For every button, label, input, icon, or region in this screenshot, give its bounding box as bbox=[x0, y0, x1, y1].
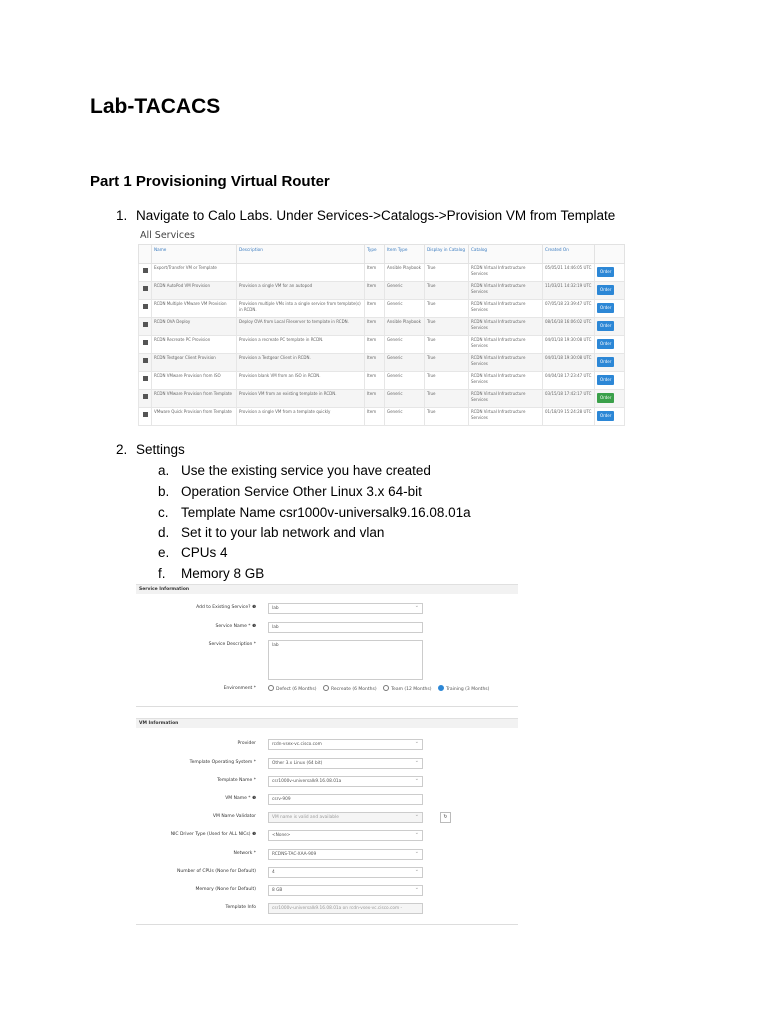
add-existing-label: Add to Existing Service? ❶ bbox=[196, 605, 256, 610]
table-cell: Provision a single VM for an autopod bbox=[237, 282, 365, 300]
table-cell: True bbox=[425, 372, 469, 390]
order-button[interactable]: Order bbox=[597, 285, 614, 295]
table-cell: Generic bbox=[385, 336, 425, 354]
table-cell: RCDN Virtual Infrastructure Services bbox=[469, 300, 543, 318]
template-info-field: csr1000v-universalk9.16.08.01a on rcdn-vsex-vc.cisco.com - bbox=[268, 903, 423, 914]
template-select[interactable]: csr1000v-universalk9.16.08.01a ⌄ bbox=[268, 776, 423, 787]
service-box-icon bbox=[143, 268, 148, 273]
radio-selected-icon bbox=[438, 685, 444, 691]
order-button[interactable]: Order bbox=[597, 393, 614, 403]
service-box-icon bbox=[143, 358, 148, 363]
table-cell: RCDN Multiple VMware VM Provision bbox=[152, 300, 237, 318]
table-cell: 05/05/21 14:46:05 UTC bbox=[543, 264, 595, 282]
services-table bbox=[138, 244, 625, 426]
setting-letter: e. bbox=[158, 545, 170, 560]
table-cell: Item bbox=[365, 390, 385, 408]
network-select[interactable]: RCDNS-TAC-XAA-909 ⌄ bbox=[268, 849, 423, 860]
service-desc-textarea[interactable]: lab bbox=[268, 640, 423, 680]
col-header[interactable]: Description bbox=[237, 245, 365, 264]
vmname-input[interactable]: csrv-909 bbox=[268, 794, 423, 805]
order-button[interactable]: Order bbox=[597, 375, 614, 385]
service-box-icon bbox=[143, 286, 148, 291]
table-header-row bbox=[139, 245, 625, 264]
service-box-icon bbox=[143, 340, 148, 345]
table-cell: RCDN Virtual Infrastructure Services bbox=[469, 264, 543, 282]
table-cell: Item bbox=[365, 336, 385, 354]
table-cell: True bbox=[425, 264, 469, 282]
table-cell: 01/18/19 15:24:28 UTC bbox=[543, 408, 595, 426]
setting-text: Template Name csr1000v-universalk9.16.08.01a bbox=[181, 505, 471, 520]
step-text: Navigate to Calo Labs. Under Services->Catalogs->Provision VM from Template bbox=[136, 208, 616, 223]
template-info-label: Template Info bbox=[225, 905, 256, 910]
template-row bbox=[136, 776, 518, 788]
table-cell: RCDN AutoPod VM Provision bbox=[152, 282, 237, 300]
table-cell: Generic bbox=[385, 390, 425, 408]
memory-row bbox=[136, 885, 518, 897]
table-cell: RCDN OVA Deploy bbox=[152, 318, 237, 336]
setting-text: Use the existing service you have created bbox=[181, 463, 431, 478]
document-title: Lab-TACACS bbox=[90, 95, 221, 118]
provider-select[interactable]: rcdn-vsex-vc.cisco.com ⌄ bbox=[268, 739, 423, 750]
table-cell: Generic bbox=[385, 282, 425, 300]
os-select[interactable]: Other 3.x Linux (64 bit) ⌄ bbox=[268, 758, 423, 769]
setting-text: Operation Service Other Linux 3.x 64-bit bbox=[181, 484, 422, 499]
table-cell: Provision multiple VMs into a single service from template(s) in RCDN. bbox=[237, 300, 365, 318]
add-existing-row bbox=[136, 603, 518, 615]
table-cell: RCDN Virtual Infrastructure Services bbox=[469, 408, 543, 426]
table-cell: Generic bbox=[385, 300, 425, 318]
table-cell: Item bbox=[365, 354, 385, 372]
radio-icon bbox=[268, 685, 274, 691]
table-cell: RCDN Recreate PC Provision bbox=[152, 336, 237, 354]
table-cell: True bbox=[425, 282, 469, 300]
table-cell: Deploy OVA from Local Fileserver to template in RCDN. bbox=[237, 318, 365, 336]
validator-label: VM Name Validator bbox=[212, 814, 256, 819]
env-option-training[interactable]: Training (3 Months) bbox=[438, 687, 489, 692]
table-cell: Generic bbox=[385, 372, 425, 390]
table-cell: VMware Quick Provision from Template bbox=[152, 408, 237, 426]
table-cell: Provision a Testgear Client in RCDN. bbox=[237, 354, 365, 372]
step-text: Settings bbox=[136, 442, 185, 457]
step-number: 1. bbox=[116, 208, 128, 223]
service-info-section: Service Information bbox=[136, 584, 518, 594]
table-cell: True bbox=[425, 300, 469, 318]
network-label: Network * bbox=[233, 851, 256, 856]
validator-field: VM name is valid and available ⌄ bbox=[268, 812, 423, 823]
table-cell: Provision a single VM from a template quickly bbox=[237, 408, 365, 426]
col-header[interactable]: Type bbox=[365, 245, 385, 264]
os-row bbox=[136, 758, 518, 770]
setting-letter: b. bbox=[158, 484, 170, 499]
provider-label: Provider bbox=[237, 741, 256, 746]
table-cell: RCDN Testgear Client Provision bbox=[152, 354, 237, 372]
setting-text: Set it to your lab network and vlan bbox=[181, 525, 385, 540]
table-cell: RCDN Virtual Infrastructure Services bbox=[469, 372, 543, 390]
order-button[interactable]: Order bbox=[597, 303, 614, 313]
service-name-input[interactable]: lab bbox=[268, 622, 423, 633]
col-header[interactable]: Catalog bbox=[469, 245, 543, 264]
table-cell: RCDN Virtual Infrastructure Services bbox=[469, 282, 543, 300]
divider bbox=[136, 924, 518, 925]
setting-letter: a. bbox=[158, 463, 170, 478]
vm-info-section: VM Information bbox=[136, 718, 518, 728]
order-button[interactable]: Order bbox=[597, 339, 614, 349]
service-box-icon bbox=[143, 376, 148, 381]
order-button[interactable]: Order bbox=[597, 267, 614, 277]
step-number: 2. bbox=[116, 442, 128, 457]
table-cell: True bbox=[425, 318, 469, 336]
table-cell: Export/Transfer VM or Template bbox=[152, 264, 237, 282]
service-box-icon bbox=[143, 394, 148, 399]
table-cell: Generic bbox=[385, 408, 425, 426]
order-button[interactable]: Order bbox=[597, 321, 614, 331]
network-row bbox=[136, 849, 518, 861]
nic-row bbox=[136, 830, 518, 842]
table-cell: Provision VM from an existing template in RCDN. bbox=[237, 390, 365, 408]
table-cell: Item bbox=[365, 318, 385, 336]
table-cell: Item bbox=[365, 264, 385, 282]
validator-row bbox=[136, 812, 518, 824]
provision-form-screenshot bbox=[136, 584, 518, 926]
col-header[interactable]: Item Type bbox=[385, 245, 425, 264]
table-row bbox=[139, 264, 625, 282]
cpus-row bbox=[136, 867, 518, 879]
table-cell: Provision blank VM from an ISO in RCDN. bbox=[237, 372, 365, 390]
table-cell: RCDN Virtual Infrastructure Services bbox=[469, 336, 543, 354]
env-option-team[interactable]: Team (12 Months) bbox=[383, 687, 431, 692]
radio-icon bbox=[323, 685, 329, 691]
table-cell: 08/16/18 16:06:02 UTC bbox=[543, 318, 595, 336]
table-cell: True bbox=[425, 390, 469, 408]
table-cell: True bbox=[425, 408, 469, 426]
table-row bbox=[139, 354, 625, 372]
memory-label: Memory (None for Default) bbox=[195, 887, 256, 892]
table-cell: Item bbox=[365, 300, 385, 318]
vmname-row bbox=[136, 794, 518, 806]
setting-letter: f. bbox=[158, 566, 166, 581]
environment-radios bbox=[268, 685, 494, 692]
table-row bbox=[139, 282, 625, 300]
table-cell: Item bbox=[365, 282, 385, 300]
setting-letter: c. bbox=[158, 505, 169, 520]
table-cell: Item bbox=[365, 408, 385, 426]
col-header[interactable]: Name bbox=[152, 245, 237, 264]
table-cell: Item bbox=[365, 372, 385, 390]
vmname-label: VM Name * ❶ bbox=[225, 796, 256, 801]
table-cell: RCDN Virtual Infrastructure Services bbox=[469, 318, 543, 336]
env-option-recreate[interactable]: Recreate (6 Months) bbox=[323, 687, 377, 692]
table-cell: True bbox=[425, 336, 469, 354]
refresh-icon[interactable]: ↻ bbox=[440, 812, 451, 823]
provider-row bbox=[136, 739, 518, 751]
services-title: All Services bbox=[140, 230, 195, 241]
service-name-row bbox=[136, 622, 518, 634]
memory-select[interactable]: 8 GB ⌄ bbox=[268, 885, 423, 896]
setting-letter: d. bbox=[158, 525, 170, 540]
table-cell bbox=[237, 264, 365, 282]
table-row bbox=[139, 390, 625, 408]
table-cell: Generic bbox=[385, 354, 425, 372]
divider bbox=[136, 706, 518, 707]
table-row bbox=[139, 300, 625, 318]
table-cell: 04/04/18 17:23:47 UTC bbox=[543, 372, 595, 390]
table-cell: RCDN VMware Provision from ISO bbox=[152, 372, 237, 390]
service-desc-label: Service Description * bbox=[208, 642, 256, 647]
service-box-icon bbox=[143, 322, 148, 327]
table-cell: 07/05/18 23:39:47 UTC bbox=[543, 300, 595, 318]
env-option-defect[interactable]: Defect (6 Months) bbox=[268, 687, 317, 692]
table-cell: 11/03/21 14:32:19 UTC bbox=[543, 282, 595, 300]
part-heading: Part 1 Provisioning Virtual Router bbox=[90, 173, 330, 190]
service-desc-row bbox=[136, 640, 518, 652]
table-cell: Provision a recreate PC template in RCDN. bbox=[237, 336, 365, 354]
template-label: Template Name * bbox=[217, 778, 256, 783]
cpus-label: Number of CPUs (None for Default) bbox=[177, 869, 256, 874]
nic-select[interactable]: <None> ⌄ bbox=[268, 830, 423, 841]
order-button[interactable]: Order bbox=[597, 411, 614, 421]
nic-label: NIC Driver Type (Used for ALL NICs) ❶ bbox=[170, 832, 256, 837]
service-name-label: Service Name * ❶ bbox=[215, 624, 256, 629]
radio-icon bbox=[383, 685, 389, 691]
col-header[interactable]: Created On bbox=[543, 245, 595, 264]
environment-row bbox=[136, 684, 518, 696]
setting-text: Memory 8 GB bbox=[181, 566, 265, 581]
table-cell: RCDN VMware Provision from Template bbox=[152, 390, 237, 408]
os-label: Template Operating System * bbox=[189, 760, 256, 765]
all-services-screenshot bbox=[138, 228, 624, 434]
setting-text: CPUs 4 bbox=[181, 545, 228, 560]
service-box-icon bbox=[143, 412, 148, 417]
table-cell: 04/01/18 19:30:08 UTC bbox=[543, 336, 595, 354]
table-row bbox=[139, 408, 625, 426]
template-info-row bbox=[136, 903, 518, 915]
table-cell: RCDN Virtual Infrastructure Services bbox=[469, 390, 543, 408]
table-cell: RCDN Virtual Infrastructure Services bbox=[469, 354, 543, 372]
add-existing-select[interactable]: lab ⌄ bbox=[268, 603, 423, 614]
table-row bbox=[139, 318, 625, 336]
table-row bbox=[139, 372, 625, 390]
col-header[interactable]: Display in Catalog bbox=[425, 245, 469, 264]
cpus-select[interactable]: 4 ⌄ bbox=[268, 867, 423, 878]
table-cell: True bbox=[425, 354, 469, 372]
environment-label: Environment * bbox=[223, 686, 256, 691]
table-cell: 04/01/18 19:30:08 UTC bbox=[543, 354, 595, 372]
table-cell: 03/15/18 17:42:17 UTC bbox=[543, 390, 595, 408]
table-row bbox=[139, 336, 625, 354]
table-cell: Ansible Playbook bbox=[385, 318, 425, 336]
order-button[interactable]: Order bbox=[597, 357, 614, 367]
service-box-icon bbox=[143, 304, 148, 309]
table-cell: Ansible Playbook bbox=[385, 264, 425, 282]
